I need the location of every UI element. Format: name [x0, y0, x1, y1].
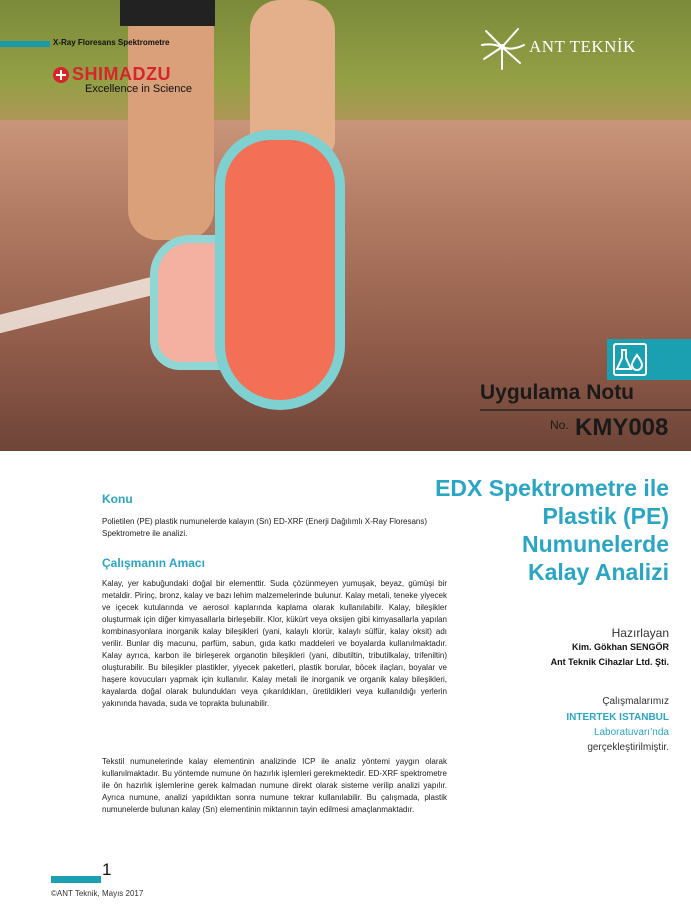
section-heading-konu: Konu [102, 492, 133, 506]
ant-teknik-logo-icon [478, 25, 526, 71]
note-number: KMY008 [575, 414, 669, 441]
title-line: Numunelerde [522, 531, 669, 557]
author-name: Kim. Gökhan SENGÖR [571, 642, 669, 652]
lab-credit-line: Laboratuvarı’nda [593, 727, 669, 738]
author-company: Ant Teknik Cihazlar Ltd. Şti. [550, 657, 669, 667]
prepared-by-label: Hazırlayan [611, 626, 669, 640]
shimadzu-logo-icon [53, 67, 69, 83]
tagline-accent-bar [0, 41, 50, 47]
konu-paragraph: Polietilen (PE) plastik numunelerde kalayın (Sn) ED-XRF (Enerji Dağılımlı X-Ray Floresans) Spektrometre ile analizi. [102, 517, 427, 538]
section-heading-amac: Çalışmanın Amacı [102, 556, 205, 570]
shimadzu-logo [53, 64, 171, 85]
product-tagline: X-Ray Floresans Spektrometre [53, 38, 170, 47]
runner-shorts [120, 0, 215, 26]
footer-accent-bar [51, 876, 101, 883]
runner-leg-left [128, 0, 214, 240]
title-line: Kalay Analizi [527, 559, 669, 585]
note-divider [480, 409, 691, 411]
ant-teknik-logo-text: ANT TEKNİK [529, 37, 636, 56]
copyright: ©ANT Teknik, Mayıs 2017 [51, 889, 144, 898]
lab-name: INTERTEK ISTANBUL [566, 712, 669, 723]
shimadzu-brand-name: SHIMADZU [72, 64, 171, 84]
lab-credit-line: gerçekleştirilmiştir. [587, 742, 669, 753]
note-number-prefix: No. [550, 418, 569, 432]
title-line: Plastik (PE) [542, 503, 669, 529]
application-note-title: Uygulama Notu [480, 381, 635, 404]
lab-credit-line: Çalışmalarımız [602, 696, 669, 707]
running-shoe-front [215, 130, 345, 410]
title-line: EDX Spektrometre ile [435, 475, 669, 501]
shimadzu-slogan: Excellence in Science [85, 83, 193, 95]
page-number: 1 [102, 860, 112, 879]
amac-paragraph: Kalay, yer kabuğundaki doğal bir elementtir. Suda çözünmeyen yumuşak, beyaz, gümüşi bir metaldir. Pirinç, bronz, kalay ve bazı lehim malzemelerinde bulunur. Kalay metali, teneke yiyecek ve içecek kutularında ve aerosol kaplarında kaplama olarak kullanılabilir. Kalay, bileşikler oluşturmak için diğer kimyasallarla birleşebilir. Klor, kükürt veya oksijen gibi kimyasallarla yapılan kombinasyonlara inorganik kalay bileşikleri (yani, kalaylı klorür, kalaylı sülfür, kalay oksit) adı verilir. Bunlar diş macunu, parfüm, sabun, gıda katkı maddeleri ve boyalarda kullanılmaktadır. Kalay ayrıca, karbon ile birleşerek organotin bileşikleri (yani, dibutiltin, tributilkalay, trifeniltin) oluşturabilir. Bu bileşikler plastikler, yiyecek paketleri, plastik borular, böcek ilaçları, boyalar ve haşere kovucuları yapmak için kullanılır. Kalay metali ile inorganik ve organik kalay bileşikleri, kayalarda doğal olarak bulundukları veya çıkarıldıkları, üretildikleri veya kullanıldığı yerlerin yakınında havada, suda ve toprakta bulunabilir. [102, 579, 447, 708]
amac-paragraph: Tekstil numunelerinde kalay elementinin analizinde ICP ile analiz yöntemi yaygın olarak kullanılmaktadır. Bu yöntemde numune ön hazırlık işlemleri gerekmektedir. ED-XRF spektrometre ile ön hazırlık işlemlerine gerek kalmadan numune direkt olarak sisteme verilip analizi yapılır. Ayrıca numune, analizi yapıldıktan sonra numune tekrar kullanılabilir. Bu çalışmada, plastik numunelerde bulunan kalay (Sn) elementinin miktarının tayin edilmesi amaçlanmaktadır. [102, 757, 447, 814]
flask-drop-icon [611, 341, 649, 378]
